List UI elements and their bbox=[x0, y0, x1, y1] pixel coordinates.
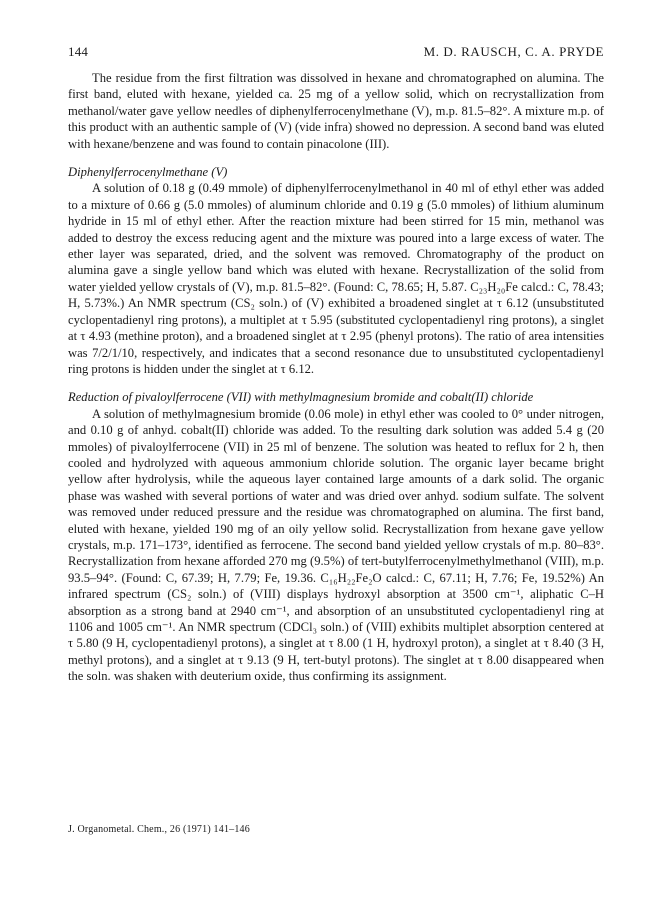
running-authors: M. D. RAUSCH, C. A. PRYDE bbox=[423, 44, 604, 59]
journal-citation: J. Organometal. Chem., 26 (1971) 141–146 bbox=[68, 824, 250, 835]
article-body bbox=[68, 70, 604, 685]
section-heading-reduction: Reduction of pivaloylferrocene (VII) with methylmagnesium bromide and cobalt(II) chloride bbox=[68, 390, 534, 405]
section-paragraph-diphenylferrocenylmethane: A solution of 0.18 g (0.49 mmole) of diphenylferrocenylmethanol in 40 ml of ethyl ether was added to a mixture of 0.66 g (5.0 mmoles) of aluminum chloride and 0.19 g (5.0 mmoles) of lithium aluminum hydride in 15 ml of ethyl ether. After the reaction mixture had been stirred for 15 min, methanol was added to destroy the excess reducing agent and the mixture was poured into a large excess of water. The ether layer was separated, dried, and the solvent was removed. Chromatography of the product on alumina gave a single yellow band which was eluted with hexane. Recrystallization of the solid from water yielded yellow crystals of (V), m.p. 81.5–82°. (Found: C, 78.65; H, 5.87. C₂₃H₂₀Fe calcd.: C, 78.43; H, 5.73%.) An NMR spectrum (CS₂ soln.) of (V) exhibited a broadened singlet at τ 6.12 (unsubstituted cyclopentadienyl ring protons), a multiplet at τ 5.95 (substituted cyclopentadienyl ring protons), a singlet at τ 4.93 (methine proton), and a broadened singlet at τ 2.95 (phenyl protons). The ratio of area intensities was 7/2/1/10, respectively, and indicates that a second resonance due to unsubstituted cyclopentadienyl ring protons is hidden under the singlet at τ 6.12. bbox=[68, 181, 604, 376]
page-number: 144 bbox=[68, 44, 89, 59]
intro-paragraph: The residue from the first filtration was dissolved in hexane and chromatographed on alumina. The first band, eluted with hexane, yielded ca. 25 mg of a yellow solid, which on recrystallization from methanol/water gave yellow needles of diphenylferrocenylmethane (V), m.p. 81.5–82°. A mixture m.p. of this product with an authentic sample of (V) (vide infra) showed no depression. A second band was eluted with hexane/benzene and was found to contain pinacolone (III). bbox=[68, 71, 604, 151]
section-heading-diphenylferrocenylmethane: Diphenylferrocenylmethane (V) bbox=[68, 165, 228, 180]
running-header bbox=[68, 44, 604, 60]
section-paragraph-reduction: A solution of methylmagnesium bromide (0.06 mole) in ethyl ether was cooled to 0° under nitrogen, and 0.10 g of anhyd. cobalt(II) chloride was added. To the resulting dark solution was added 5.4 g (20 mmoles) of pivaloylferrocene (VII) in 25 ml of benzene. The solution was heated to reflux for 2 h, then cooled and hydrolyzed with aqueous ammonium chloride solution. The organic layer became bright yellow after hydrolysis, while the aqueous layer contained large amounts of a dark solid. The organic phase was washed with several portions of water and was dried over anhyd. sodium sulfate. The solvent was removed under reduced pressure and the residue was chromatographed on alumina. The first band, eluted with hexane, yielded 190 mg of an oily yellow solid. Recrystallization from hexane gave yellow crystals, m.p. 171–173°, identified as ferrocene. The second band yielded yellow crystals of m.p. 80–83°. Recrystallization from hexane afforded 270 mg (9.5%) of tert-butylferrocenylmethylmethanol (VIII), m.p. 93.5–94°. (Found: C, 67.39; H, 7.79; Fe, 19.36. C₁₆H₂₂Fe₂O calcd.: C, 67.11; H, 7.76; Fe, 19.52%) An infrared spectrum (CS₂ soln.) of (VIII) displays hydroxyl absorption at 3500 cm⁻¹, aliphatic C–H absorption as a strong band at 2940 cm⁻¹, and absorption of an unsubstituted cyclopentadienyl ring at 1106 and 1005 cm⁻¹. An NMR spectrum (CDCl₃ soln.) of (VIII) exhibits multiplet absorption centered at τ 5.80 (9 H, cyclopentadienyl protons), a singlet at τ 8.00 (1 H, hydroxyl proton), a singlet at τ 8.40 (3 H, methyl protons), and a singlet at τ 9.13 (9 H, tert-butyl protons). The singlet at τ 8.00 disappeared when the soln. was shaken with deuterium oxide, thus confirming its assignment. bbox=[68, 406, 604, 684]
